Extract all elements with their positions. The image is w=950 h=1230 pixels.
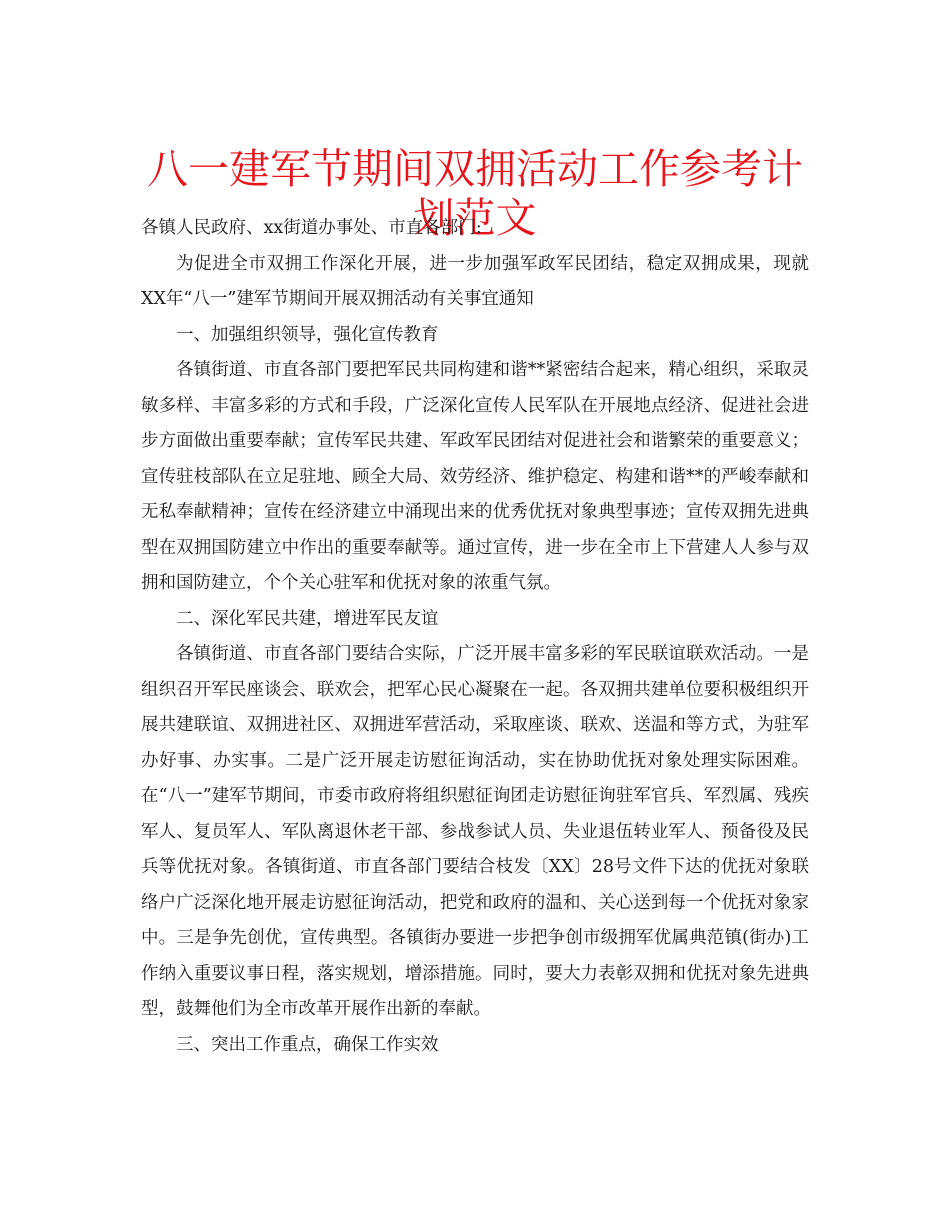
document-title: 八一建军节期间双拥活动工作参考计划范文 bbox=[147, 145, 803, 243]
paragraph-section-1: 各镇街道、市直各部门要把军民共同构建和谐**紧密结合起来，精心组织，采取灵敏多样、丰富多彩的方式和手段，广泛深化宣传人民军队在开展地点经济、促进社会进步方面做出重要奉献；宣传军民共建、军政军民团结对促进社会和谐繁荣的重要意义；宣传驻枝部队在立足驻地、顾全大局、效劳经济、维护稳定、构建和谐**的严峻奉献和无私奉献精神；宣传在经济建立中涌现出来的优秀优抚对象典型事迹；宣传双拥先进典型在双拥国防建立中作出的重要奉献等。通过宣传，进一步在全市上下营建人人参与双拥和国防建立，个个关心驻军和优抚对象的浓重气氛。 bbox=[141, 360, 809, 593]
salutation: 各镇人民政府、xx街道办事处、市直各部门: bbox=[141, 218, 482, 238]
paragraph-section-2: 各镇街道、市直各部门要结合实际，广泛开展丰富多彩的军民联谊联欢活动。一是组织召开军民座谈会、联欢会，把军心民心凝聚在一起。各双拥共建单位要积极组织开展共建联谊、双拥进社区、双拥进军营活动，采取座谈、联欢、送温和等方式，为驻军办好事、办实事。二是广泛开展走访慰征询活动，实在协助优抚对象处理实际困难。在“八一”建军节期间，市委市政府将组织慰征询团走访慰征询驻军官兵、军烈属、残疾军人、复员军人、军队离退休老干部、参战参试人员、失业退伍转业军人、预备役及民兵等优抚对象。各镇街道、市直各部门要结合枝发〔XX〕28号文件下达的优抚对象联络户广泛深化地开展走访慰征询活动，把党和政府的温和、关心送到每一个优抚对象家中。三是争先创优，宣传典型。各镇街办要进一步把争创市级拥军优属典范镇(街办)工作纳入重要议事日程，落实规划，增添措施。同时，要大力表彰双拥和优抚对象先进典型，鼓舞他们为全市改革开展作出新的奉献。 bbox=[141, 644, 809, 1019]
section-heading-2: 二、深化军民共建，增进军民友谊 bbox=[176, 608, 439, 629]
document-body bbox=[141, 211, 809, 1063]
section-heading-3: 三、突出工作重点，确保工作实效 bbox=[176, 1034, 439, 1055]
section-heading-1: 一、加强组织领导，强化宣传教育 bbox=[176, 324, 439, 345]
paragraph-intro: 为促进全市双拥工作深化开展，进一步加强军政军民团结，稳定双拥成果，现就XX年“八一”建军节期间开展双拥活动有关事宜通知 bbox=[141, 253, 809, 309]
